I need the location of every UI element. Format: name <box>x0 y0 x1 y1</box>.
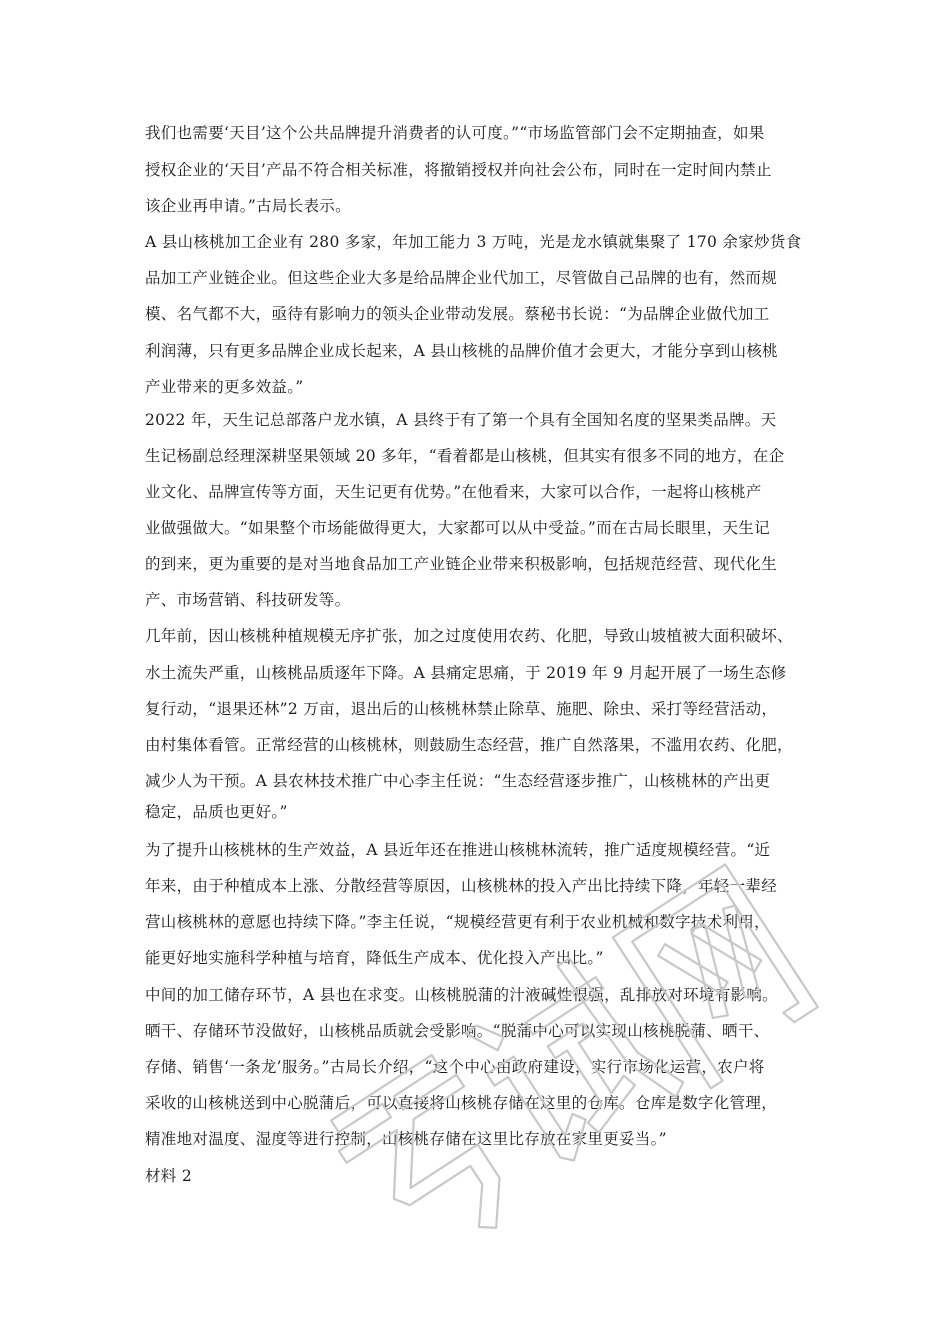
text-line: 由村集体看管。正常经营的山核桃林，则鼓励生态经营，推广自然落果，不滥用农药、化肥， <box>145 736 793 754</box>
text-line: 几年前，因山核桃种植规模无序扩张，加之过度使用农药、化肥，导致山坡植被大面积破坏、 <box>145 627 793 645</box>
text-line: 营山核桃林的意愿也持续下降。”李主任说，“规模经营更有利于农业机械和数字技术利用， <box>145 913 770 931</box>
text-line: 模、名气都不大，亟待有影响力的领头企业带动发展。蔡秘书长说：“为品牌企业做代加工 <box>145 305 770 323</box>
text-line: 业做强做大。“如果整个市场能做得更大，大家都可以从中受益。”而在古局长眼里，天生记 <box>145 519 770 537</box>
text-line: 存储、销售‘一条龙’服务。”古局长介绍，“这个中心由政府建设，实行市场化运营，农户将 <box>145 1058 765 1076</box>
text-line: 稳定，品质也更好。” <box>145 803 288 821</box>
text-line: 我们也需要‘天目’这个公共品牌提升消费者的认可度。”“市场监管部门会不定期抽查，如果 <box>145 124 765 142</box>
text-line: 业文化、品牌宣传等方面，天生记更有优势。”在他看来，大家可以合作，一起将山核桃产 <box>145 483 762 501</box>
text-line: 利润薄，只有更多品牌企业成长起来，A 县山核桃的品牌价值才会更大，才能分享到山核桃 <box>145 342 778 360</box>
text-line: 精准地对温度、湿度等进行控制，山核桃存储在这里比存放在家里更妥当。” <box>145 1130 667 1148</box>
text-line: 的到来，更为重要的是对当地食品加工产业链企业带来积极影响，包括规范经营、现代化生 <box>145 555 778 573</box>
text-line: 年来，由于种植成本上涨、分散经营等原因，山核桃林的投入产出比持续下降，年轻一辈经 <box>145 877 778 895</box>
text-line: 为了提升山核桃林的生产效益，A 县近年还在推进山核桃林流转，推广适度规模经营。“近 <box>145 841 771 859</box>
text-line: 采收的山核桃送到中心脱蒲后，可以直接将山核桃存储在这里的仓库。仓库是数字化管理， <box>145 1094 778 1112</box>
text-line: 复行动，“退果还林”2 万亩，退出后的山核桃林禁止除草、施肥、除虫、采打等经营活动， <box>145 700 778 718</box>
text-line: 产业带来的更多效益。” <box>145 378 304 396</box>
text-line: 2022 年，天生记总部落户龙水镇，A 县终于有了第一个具有全国知名度的坚果类品牌。天 <box>145 411 777 429</box>
text-line: 生记杨副总经理深耕坚果领域 20 多年，“看着都是山核桃，但其实有很多不同的地方，在企 <box>145 447 785 465</box>
text-line: 中间的加工储存环节，A 县也在求变。山核桃脱蒲的汁液碱性很强，乱排放对环境有影响。 <box>145 986 778 1004</box>
text-line: 品加工产业链企业。但这些企业大多是给品牌企业代加工，尽管做自己品牌的也有，然而规 <box>145 269 778 287</box>
text-line: A 县山核桃加工企业有 280 多家，年加工能力 3 万吨，光是龙水镇就集聚了 170 余家炒货食 <box>145 233 802 251</box>
text-line: 晒干、存储环节没做好，山核桃品质就会受影响。“脱蒲中心可以实现山核桃脱蒲、晒干、 <box>145 1022 770 1040</box>
text-line: 该企业再申请。”古局长表示。 <box>145 197 351 215</box>
text-line: 能更好地实施科学种植与培育，降低生产成本、优化投入产出比。” <box>145 949 604 967</box>
text-line: 产、市场营销、科技研发等。 <box>145 591 351 609</box>
text-line: 材料 2 <box>145 1167 192 1185</box>
text-line: 授权企业的‘天目’产品不符合相关标准，将撤销授权并向社会公布，同时在一定时间内禁止 <box>145 161 772 179</box>
text-line: 减少人为干预。A 县农林技术推广中心李主任说：“生态经营逐步推广，山核桃林的产出更 <box>145 772 771 790</box>
text-line: 水土流失严重，山核桃品质逐年下降。A 县痛定思痛，于 2019 年 9 月起开展了一场生态修 <box>145 664 787 682</box>
